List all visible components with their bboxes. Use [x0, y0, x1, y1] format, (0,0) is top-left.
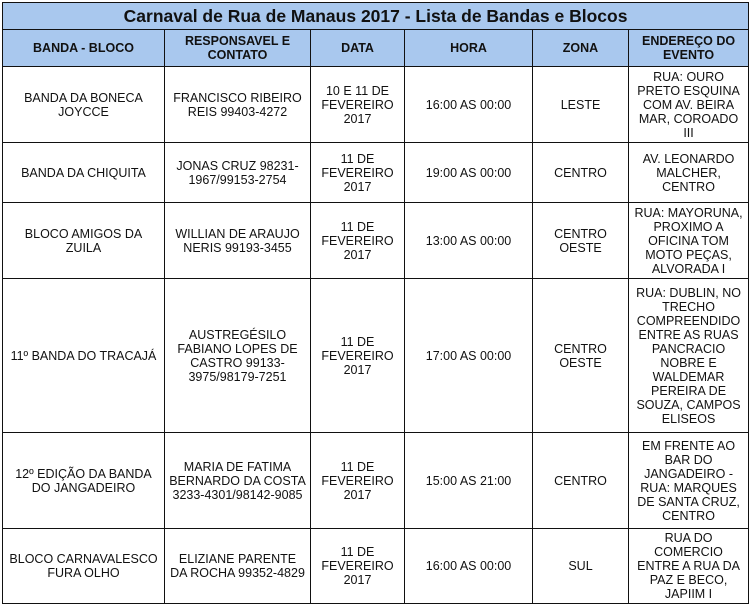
cell-zona: LESTE [533, 67, 629, 143]
cell-zona: CENTRO OESTE [533, 203, 629, 279]
cell-endereco: RUA: MAYORUNA, PROXIMO A OFICINA TOM MOTO PEÇAS, ALVORADA I [629, 203, 749, 279]
cell-responsavel: ELIZIANE PARENTE DA ROCHA 99352-4829 [165, 529, 311, 604]
cell-zona: CENTRO [533, 433, 629, 529]
table-row [3, 529, 749, 604]
cell-hora: 13:00 AS 00:00 [405, 203, 533, 279]
header-hora: HORA [405, 30, 533, 67]
cell-zona: SUL [533, 529, 629, 604]
cell-endereco: AV. LEONARDO MALCHER, CENTRO [629, 143, 749, 203]
header-endereco: ENDEREÇO DO EVENTO [629, 30, 749, 67]
cell-data: 11 DE FEVEREIRO 2017 [311, 433, 405, 529]
cell-banda: 11º BANDA DO TRACAJÁ [3, 279, 165, 433]
header-responsavel: RESPONSAVEL E CONTATO [165, 30, 311, 67]
table-row [3, 279, 749, 433]
cell-hora: 17:00 AS 00:00 [405, 279, 533, 433]
cell-responsavel: FRANCISCO RIBEIRO REIS 99403-4272 [165, 67, 311, 143]
header-data: DATA [311, 30, 405, 67]
cell-data: 10 E 11 DE FEVEREIRO 2017 [311, 67, 405, 143]
cell-data: 11 DE FEVEREIRO 2017 [311, 529, 405, 604]
bands-table [2, 2, 749, 604]
header-row [3, 30, 749, 67]
title-row [3, 3, 749, 30]
cell-responsavel: AUSTREGÉSILO FABIANO LOPES DE CASTRO 99133-3975/98179-7251 [165, 279, 311, 433]
header-zona: ZONA [533, 30, 629, 67]
cell-responsavel: MARIA DE FATIMA BERNARDO DA COSTA 3233-4301/98142-9085 [165, 433, 311, 529]
header-banda: BANDA - BLOCO [3, 30, 165, 67]
document-page [2, 2, 748, 604]
cell-banda: BLOCO CARNAVALESCO FURA OLHO [3, 529, 165, 604]
cell-hora: 19:00 AS 00:00 [405, 143, 533, 203]
cell-data: 11 DE FEVEREIRO 2017 [311, 143, 405, 203]
table-title: Carnaval de Rua de Manaus 2017 - Lista de Bandas e Blocos [3, 3, 749, 30]
table-row [3, 67, 749, 143]
cell-data: 11 DE FEVEREIRO 2017 [311, 203, 405, 279]
cell-zona: CENTRO [533, 143, 629, 203]
cell-zona: CENTRO OESTE [533, 279, 629, 433]
cell-banda: BLOCO AMIGOS DA ZUILA [3, 203, 165, 279]
cell-responsavel: JONAS CRUZ 98231-1967/99153-2754 [165, 143, 311, 203]
table-row [3, 143, 749, 203]
cell-endereco: RUA DO COMERCIO ENTRE A RUA DA PAZ E BECO, JAPIIM I [629, 529, 749, 604]
table-row [3, 433, 749, 529]
cell-hora: 15:00 AS 21:00 [405, 433, 533, 529]
cell-banda: BANDA DA CHIQUITA [3, 143, 165, 203]
table-row [3, 203, 749, 279]
cell-hora: 16:00 AS 00:00 [405, 529, 533, 604]
cell-banda: 12º EDIÇÃO DA BANDA DO JANGADEIRO [3, 433, 165, 529]
cell-data: 11 DE FEVEREIRO 2017 [311, 279, 405, 433]
cell-hora: 16:00 AS 00:00 [405, 67, 533, 143]
cell-banda: BANDA DA BONECA JOYCCE [3, 67, 165, 143]
cell-endereco: RUA: DUBLIN, NO TRECHO COMPREENDIDO ENTRE AS RUAS PANCRACIO NOBRE E WALDEMAR PEREIRA DE SOUZA, CAMPOS ELISEOS [629, 279, 749, 433]
cell-endereco: EM FRENTE AO BAR DO JANGADEIRO - RUA: MARQUES DE SANTA CRUZ, CENTRO [629, 433, 749, 529]
cell-endereco: RUA: OURO PRETO ESQUINA COM AV. BEIRA MAR, COROADO III [629, 67, 749, 143]
cell-responsavel: WILLIAN DE ARAUJO NERIS 99193-3455 [165, 203, 311, 279]
